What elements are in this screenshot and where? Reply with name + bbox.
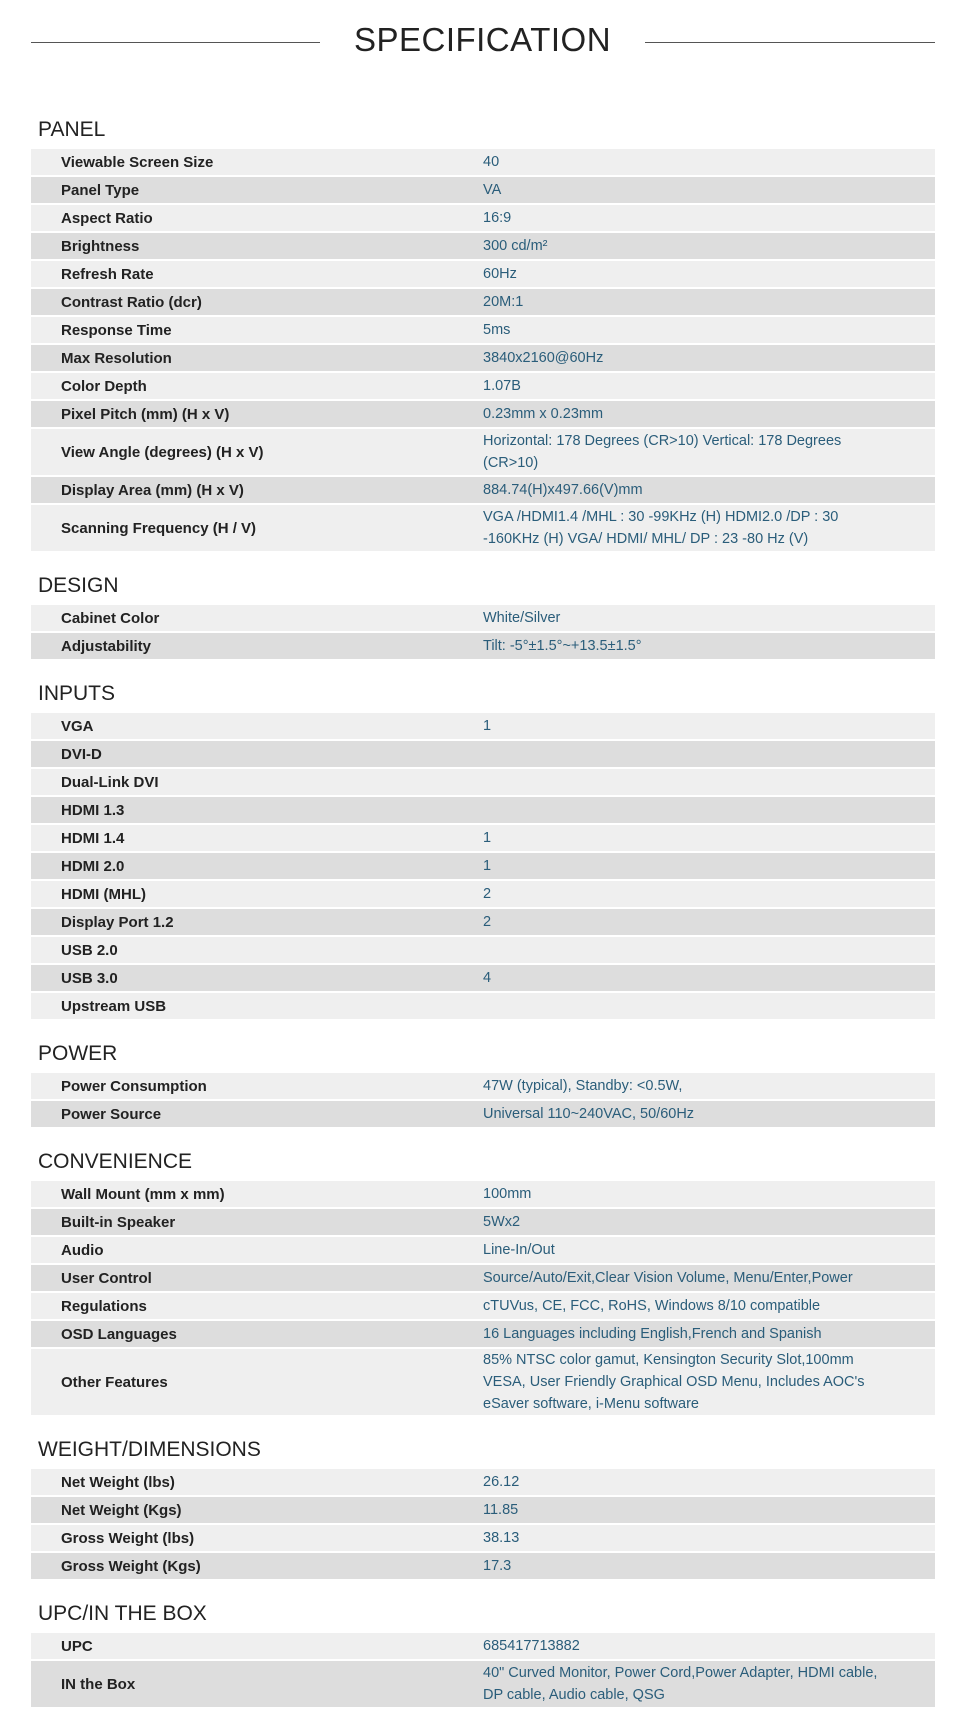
page-title: SPECIFICATION <box>353 21 612 58</box>
spec-label: HDMI 1.4 <box>61 829 125 847</box>
spec-value: 26.12 <box>483 1474 520 1490</box>
spec-row <box>31 851 935 879</box>
spec-row <box>31 823 935 851</box>
spec-label: View Angle (degrees) (H x V) <box>61 443 264 461</box>
section-spacer <box>31 1127 935 1145</box>
spec-label: Audio <box>61 1241 104 1259</box>
spec-value: 884.74(H)x497.66(V)mm <box>483 482 643 498</box>
spec-row <box>31 739 935 767</box>
spec-row <box>31 991 935 1019</box>
spec-label: Pixel Pitch (mm) (H x V) <box>61 405 230 423</box>
spec-row <box>31 1071 935 1099</box>
spec-value: 20M:1 <box>483 294 524 310</box>
spec-value: 60Hz <box>483 266 517 282</box>
spec-row <box>31 1099 935 1127</box>
spec-row <box>31 203 935 231</box>
spec-row <box>31 935 935 963</box>
spec-label: Built-in Speaker <box>61 1213 176 1231</box>
section-title: WEIGHT/DIMENSIONS <box>38 1438 261 1461</box>
spec-value: 40" Curved Monitor, Power Cord,Power Adapter, HDMI cable, DP cable, Audio cable, QSG <box>483 1665 878 1703</box>
spec-label: Scanning Frequency (H / V) <box>61 519 257 537</box>
spec-value: Horizontal: 178 Degrees (CR>10) Vertical: 178 Degrees (CR>10) <box>483 433 842 471</box>
spec-row <box>31 1319 935 1347</box>
spec-label: Gross Weight (lbs) <box>61 1529 195 1547</box>
spec-label: Max Resolution <box>61 349 172 367</box>
spec-value: 16:9 <box>483 210 512 226</box>
spec-row <box>31 147 935 175</box>
spec-row <box>31 1631 935 1659</box>
spec-value: 3840x2160@60Hz <box>483 350 604 366</box>
spec-value: Universal 110~240VAC, 50/60Hz <box>483 1106 695 1122</box>
spec-row <box>31 1291 935 1319</box>
spec-label: USB 3.0 <box>61 969 118 987</box>
spec-row <box>31 399 935 427</box>
spec-label: DVI-D <box>61 745 102 763</box>
spec-label: UPC <box>61 1637 93 1655</box>
spec-label: Wall Mount (mm x mm) <box>61 1185 225 1203</box>
spec-value: 5ms <box>483 322 511 338</box>
section-title: CONVENIENCE <box>38 1150 193 1173</box>
header-rule-right <box>645 42 935 43</box>
spec-label: Contrast Ratio (dcr) <box>61 293 202 311</box>
spec-row <box>31 711 935 739</box>
section-title: UPC/IN THE BOX <box>38 1602 207 1625</box>
spec-value: 16 Languages including English,French and Spanish <box>483 1326 822 1342</box>
spec-row <box>31 1467 935 1495</box>
spec-label: Dual-Link DVI <box>61 773 159 791</box>
spec-label: Other Features <box>61 1373 168 1391</box>
spec-label: HDMI (MHL) <box>61 885 146 903</box>
spec-label: Upstream USB <box>61 997 167 1015</box>
spec-row <box>31 1495 935 1523</box>
section-title: DESIGN <box>38 574 119 597</box>
spec-label: Power Consumption <box>61 1077 207 1095</box>
section-spacer <box>31 1415 935 1433</box>
section-title: INPUTS <box>38 682 116 705</box>
spec-label: Gross Weight (Kgs) <box>61 1557 201 1575</box>
spec-row <box>31 371 935 399</box>
spec-value: VA <box>483 182 502 198</box>
spec-row <box>31 963 935 991</box>
section-inputs <box>31 677 935 1019</box>
spec-label: Cabinet Color <box>61 609 160 627</box>
spec-row <box>31 1179 935 1207</box>
section-upc-in-the-box <box>31 1597 935 1707</box>
section-spacer <box>31 1579 935 1597</box>
spec-label: HDMI 1.3 <box>61 801 125 819</box>
spec-row <box>31 603 935 631</box>
spec-value: Line-In/Out <box>483 1242 555 1258</box>
spec-value: 5Wx2 <box>483 1214 521 1230</box>
spec-label: VGA <box>61 717 94 735</box>
spec-label: Response Time <box>61 321 172 339</box>
spec-value: 685417713882 <box>483 1638 580 1654</box>
spec-row <box>31 1659 935 1707</box>
section-convenience <box>31 1145 935 1415</box>
spec-row <box>31 315 935 343</box>
spec-label: Net Weight (Kgs) <box>61 1501 182 1519</box>
section-power <box>31 1037 935 1127</box>
spec-value: 38.13 <box>483 1530 520 1546</box>
section-weight-dimensions <box>31 1433 935 1579</box>
spec-label: Adjustability <box>61 637 152 655</box>
spec-row <box>31 1347 935 1415</box>
spec-value: Tilt: -5°±1.5°~+13.5±1.5° <box>483 638 642 654</box>
section-title: PANEL <box>38 118 106 141</box>
spec-label: IN the Box <box>61 1675 136 1693</box>
spec-label: Aspect Ratio <box>61 209 153 227</box>
spec-value: 300 cd/m² <box>483 238 548 254</box>
section-spacer <box>31 659 935 677</box>
header-rule-left <box>31 42 320 43</box>
spec-value: 17.3 <box>483 1558 512 1574</box>
spec-row <box>31 1551 935 1579</box>
section-panel <box>31 113 935 551</box>
spec-value: 2 <box>483 886 492 902</box>
spec-row <box>31 1263 935 1291</box>
spec-row <box>31 287 935 315</box>
spec-label: Net Weight (lbs) <box>61 1473 175 1491</box>
spec-row <box>31 503 935 551</box>
spec-label: Color Depth <box>61 377 147 395</box>
spec-row <box>31 631 935 659</box>
spec-label: OSD Languages <box>61 1325 177 1343</box>
spec-row <box>31 795 935 823</box>
spec-row <box>31 1235 935 1263</box>
spec-row <box>31 175 935 203</box>
spec-label: Refresh Rate <box>61 265 154 283</box>
section-spacer <box>31 551 935 569</box>
spec-value: 2 <box>483 914 492 930</box>
spec-label: Display Port 1.2 <box>61 913 174 931</box>
spec-row <box>31 879 935 907</box>
spec-value: 4 <box>483 970 492 986</box>
spec-content <box>31 113 935 1707</box>
spec-label: Panel Type <box>61 181 140 199</box>
spec-row <box>31 343 935 371</box>
spec-header <box>0 18 960 68</box>
spec-value: 47W (typical), Standby: <0.5W, <box>483 1078 683 1094</box>
spec-label: Viewable Screen Size <box>61 153 214 171</box>
spec-label: Power Source <box>61 1105 162 1123</box>
spec-row <box>31 767 935 795</box>
spec-value: 100mm <box>483 1186 532 1202</box>
spec-label: User Control <box>61 1269 152 1287</box>
spec-value: 11.85 <box>483 1502 519 1518</box>
spec-value: 40 <box>483 154 500 170</box>
spec-row <box>31 475 935 503</box>
spec-value: 1 <box>483 830 492 846</box>
section-design <box>31 569 935 659</box>
spec-row <box>31 427 935 475</box>
spec-value: Source/Auto/Exit,Clear Vision Volume, Menu/Enter,Power <box>483 1270 853 1286</box>
spec-label: USB 2.0 <box>61 941 118 959</box>
spec-value: VGA /HDMI1.4 /MHL : 30 -99KHz (H) HDMI2.0 /DP : 30 -160KHz (H) VGA/ HDMI/ MHL/ DP : 23 -80 Hz (V) <box>483 509 839 547</box>
spec-value: 0.23mm x 0.23mm <box>483 406 604 422</box>
spec-label: Brightness <box>61 237 140 255</box>
spec-label: HDMI 2.0 <box>61 857 125 875</box>
spec-value: White/Silver <box>483 610 561 626</box>
spec-row <box>31 1207 935 1235</box>
spec-value: 1 <box>483 718 492 734</box>
spec-row <box>31 231 935 259</box>
spec-row <box>31 1523 935 1551</box>
spec-value: cTUVus, CE, FCC, RoHS, Windows 8/10 compatible <box>483 1298 821 1314</box>
spec-label: Regulations <box>61 1297 147 1315</box>
spec-value: 1 <box>483 858 492 874</box>
section-spacer <box>31 1019 935 1037</box>
spec-row <box>31 907 935 935</box>
spec-value: 85% NTSC color gamut, Kensington Security Slot,100mm VESA, User Friendly Graphical OSD Menu, Includes AOC's eSaver software, i-Menu software <box>483 1352 865 1412</box>
spec-label: Display Area (mm) (H x V) <box>61 481 244 499</box>
section-title: POWER <box>38 1042 118 1065</box>
spec-row <box>31 259 935 287</box>
spec-value: 1.07B <box>483 378 521 394</box>
